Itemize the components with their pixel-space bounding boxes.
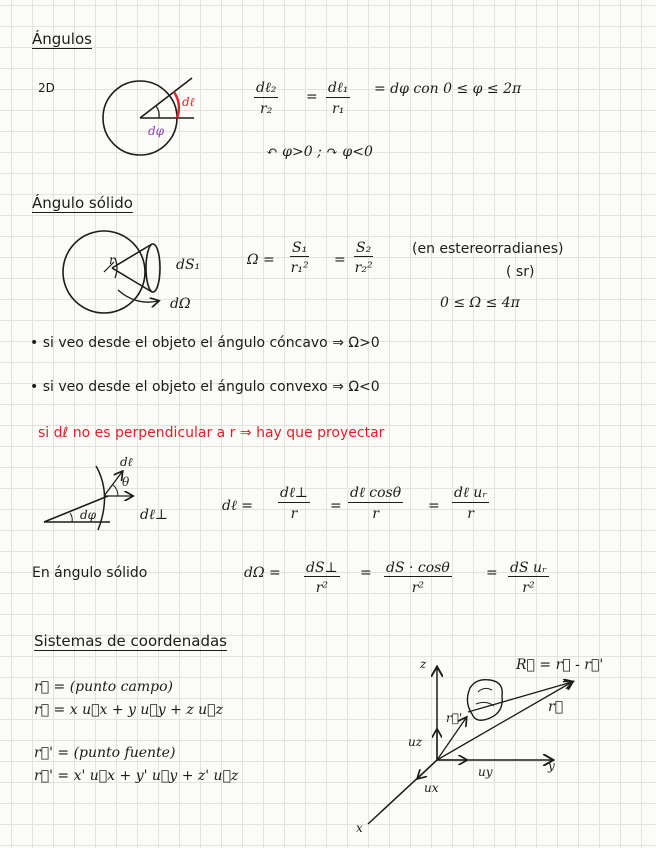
- label-solid-angle-projection: En ángulo sólido: [32, 565, 148, 581]
- section-title-angles: Ángulos: [32, 30, 92, 48]
- circle-angle-figure: [103, 78, 194, 155]
- note-projection: si dℓ no es perpendicular a r ⇒ hay que proyectar: [38, 425, 385, 441]
- equals-sign-2: =: [334, 252, 346, 268]
- steradian-unit: ( sr): [506, 264, 535, 280]
- fraction-dl1-r1: dℓ₁ r₁: [328, 80, 349, 117]
- axis-label-x: x: [356, 821, 363, 835]
- steradian-note: (en estereorradianes): [412, 241, 564, 257]
- label-dl-perp: dℓ⊥: [140, 507, 168, 523]
- coordinate-system-figure: [368, 668, 572, 824]
- rprime-expression: r⃗' = x' u⃗x + y' u⃗y + z' u⃗z: [34, 768, 239, 784]
- label-dS1: dS₁: [176, 257, 201, 273]
- equals-sign-4: =: [428, 498, 440, 514]
- label-uz: uz: [408, 735, 423, 749]
- label-uy: uy: [478, 765, 493, 779]
- label-theta: θ: [122, 475, 130, 489]
- fraction-dSur-r2: $\frac{\text{dS uᵣ}}{\text{r²}}$: [510, 560, 547, 596]
- equals-sign-5: =: [360, 565, 372, 581]
- omega-lhs: Ω =: [247, 252, 275, 268]
- label-dphi: dφ: [148, 124, 165, 138]
- bullet-convex: • si veo desde el objeto el ángulo convexo ⇒ Ω<0: [30, 379, 380, 395]
- label-dOmega: dΩ: [170, 296, 191, 312]
- label-r-vector: r⃗: [548, 699, 564, 715]
- label-dl-fig3: dℓ: [120, 455, 133, 469]
- label-2d: 2D: [38, 81, 55, 95]
- section-title-solid-angle: Ángulo sólido: [32, 194, 133, 212]
- label-dphi-fig3: dφ: [80, 508, 97, 522]
- equals-sign-6: =: [486, 565, 498, 581]
- fraction-dlcos-r: dℓ cosθ r: [350, 485, 402, 522]
- fraction-dlperp-r: dℓ⊥ r: [280, 485, 308, 522]
- formula-dphi-range: = dφ con 0 ≤ φ ≤ 2π: [374, 81, 522, 97]
- r-field-point: r⃗ = (punto campo): [34, 679, 174, 695]
- label-R-vector: R⃗ = r⃗ - r⃗': [516, 657, 604, 673]
- fraction-dScos-r2: $\frac{dS \cdot \cos\theta}{\text{r²}}$: [386, 560, 450, 596]
- fraction-dSperp-r2: $\frac{dS\perp}{\text{r²}}$: [306, 560, 338, 596]
- r-expression: r⃗ = x u⃗x + y u⃗y + z u⃗z: [34, 702, 223, 718]
- label-dl: dℓ: [182, 95, 195, 109]
- label-ux: ux: [424, 781, 439, 795]
- fraction-s2-r2sq: $\frac{\text{S₂}}{\text{r₂²}}$: [354, 240, 373, 276]
- label-r: r: [109, 253, 115, 267]
- axis-label-y: y: [548, 759, 555, 773]
- section-title-coordinates: Sistemas de coordenadas: [34, 632, 228, 650]
- fraction-dl2-r2: dℓ₂ r₂: [256, 80, 277, 117]
- bullet-concave: • si veo desde el objeto el ángulo cóncavo ⇒ Ω>0: [30, 335, 380, 351]
- fraction-s1-r1sq: $\frac{\text{S₁}}{\text{r₁²}}$: [290, 240, 309, 276]
- dl-lhs: dℓ =: [222, 498, 253, 514]
- fraction-dlur-r: dℓ uᵣ r: [454, 485, 488, 522]
- equals-sign-3: =: [330, 498, 342, 514]
- omega-range: 0 ≤ Ω ≤ 4π: [440, 295, 520, 311]
- equals-sign: =: [306, 89, 318, 105]
- label-rprime-vector: r⃗': [446, 711, 463, 725]
- rprime-source-point: r⃗' = (punto fuente): [34, 745, 176, 761]
- orientation-rule: ↶ φ>0 ; ↷ φ<0: [266, 144, 373, 160]
- axis-label-z: z: [420, 657, 427, 671]
- solid-angle-figure: [63, 231, 160, 313]
- domega-lhs: dΩ =: [244, 565, 281, 581]
